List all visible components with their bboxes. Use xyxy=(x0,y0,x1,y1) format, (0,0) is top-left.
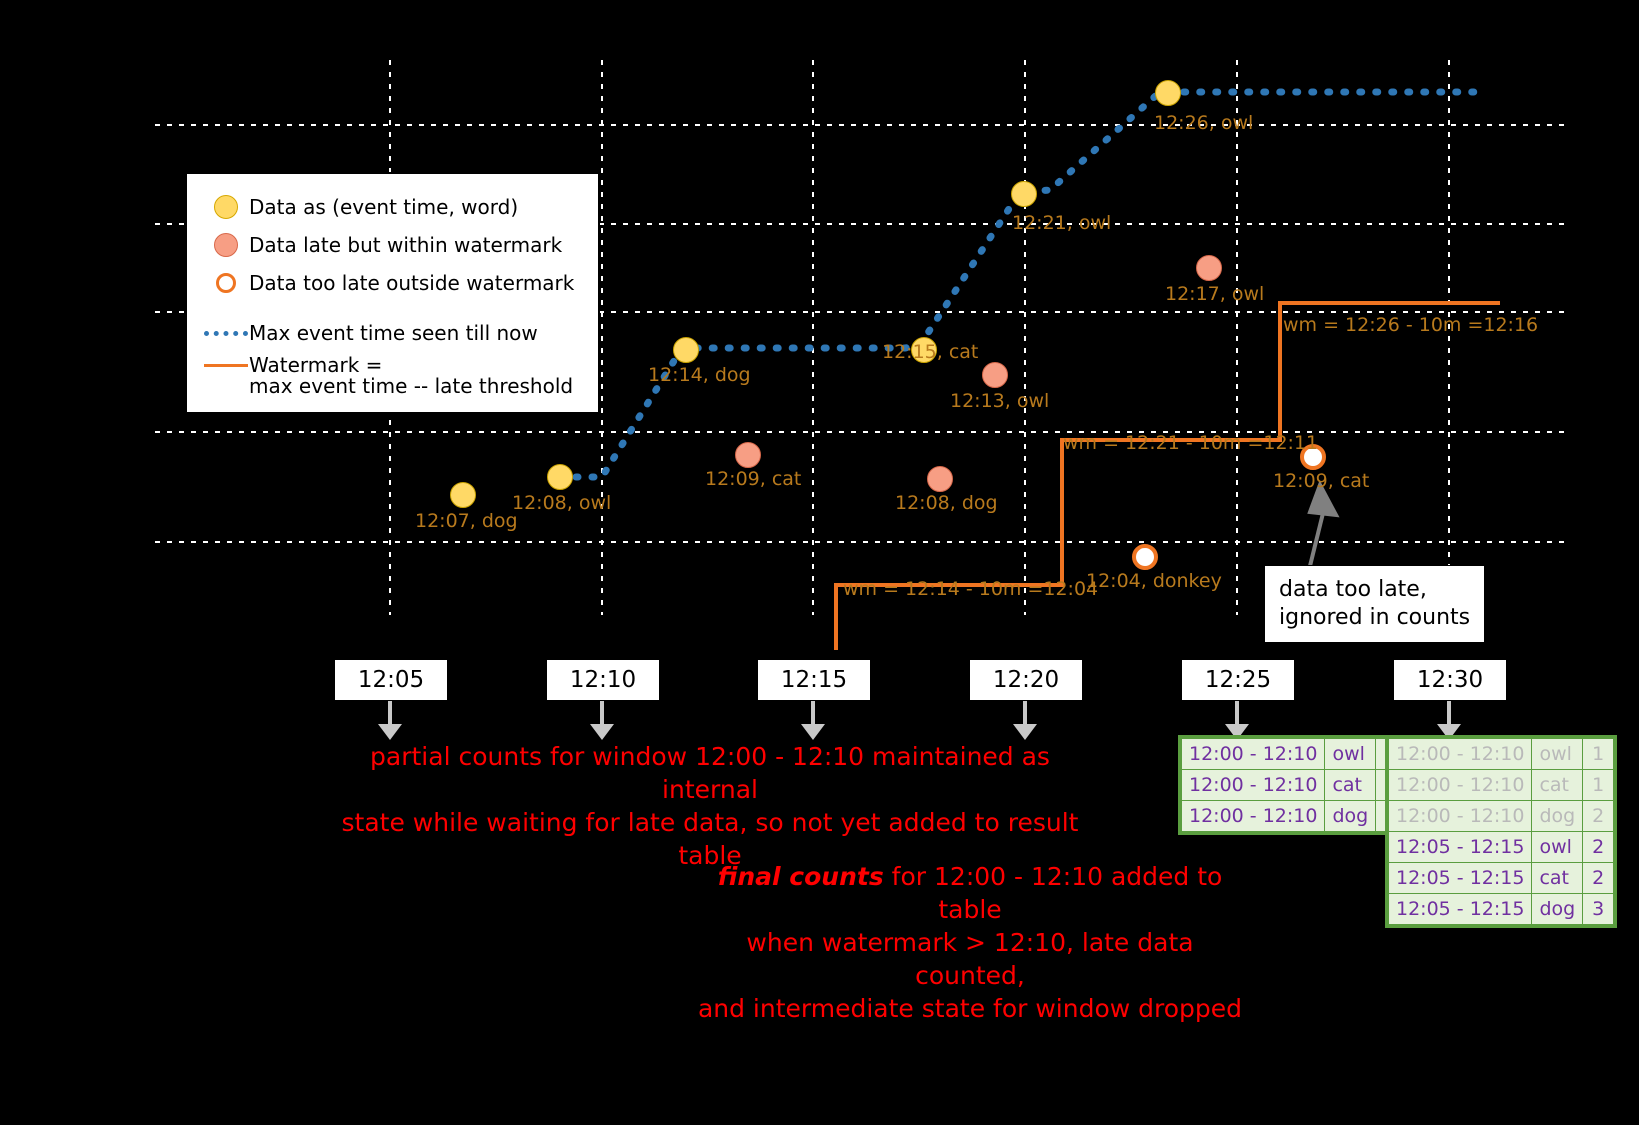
cell-word: dog xyxy=(1325,801,1376,832)
callout-line-2: ignored in counts xyxy=(1279,605,1471,631)
cell-word: dog xyxy=(1532,894,1583,925)
cell-count: 1 xyxy=(1583,770,1614,801)
table-row-dropped xyxy=(1389,801,1614,832)
data-point-label: 12:08, owl xyxy=(512,492,612,514)
annotation-final-lead: final counts xyxy=(717,862,884,891)
table-row xyxy=(1182,770,1407,801)
axis-tick-1205: 12:05 xyxy=(334,659,448,701)
annotation-line-1: partial counts for window 12:00 - 12:10 maintained as internal xyxy=(370,742,1050,804)
max-event-time-line xyxy=(560,92,1480,477)
cell-word: owl xyxy=(1325,739,1376,770)
data-point-label: 12:07, dog xyxy=(415,510,518,532)
data-point-1226-owl xyxy=(1155,80,1181,106)
data-point-1213-owl-late xyxy=(982,362,1008,388)
cell-window: 12:05 - 12:15 xyxy=(1389,863,1532,894)
data-point-1217-owl-late xyxy=(1196,255,1222,281)
cell-window: 12:05 - 12:15 xyxy=(1389,894,1532,925)
watermark-label-1211: wm = 12:21 - 10m =12:11 xyxy=(1063,432,1319,454)
data-point-label: 12:21, owl xyxy=(1012,212,1112,234)
tick-arrows xyxy=(378,700,1461,740)
legend-label: Max event time seen till now xyxy=(249,321,538,345)
cell-word: cat xyxy=(1532,770,1583,801)
data-point-label: 12:14, dog xyxy=(648,364,751,386)
cell-word: dog xyxy=(1532,801,1583,832)
cell-window: 12:00 - 12:10 xyxy=(1182,801,1325,832)
data-point-label: 12:26, owl xyxy=(1154,112,1254,134)
axis-tick-1230: 12:30 xyxy=(1393,659,1507,701)
axis-tick-1210: 12:10 xyxy=(546,659,660,701)
legend-watermark-sub: max event time -- late threshold xyxy=(249,374,574,398)
cell-window: 12:00 - 12:10 xyxy=(1389,739,1532,770)
cell-window: 12:05 - 12:15 xyxy=(1389,832,1532,863)
cell-count: 2 xyxy=(1583,832,1614,863)
cell-count: 2 xyxy=(1583,801,1614,832)
legend xyxy=(185,172,600,414)
orange-line-icon xyxy=(203,364,249,367)
cell-count: 3 xyxy=(1583,894,1614,925)
data-point-1209-cat-late xyxy=(735,442,761,468)
watermark-label-1204: wm = 12:14 - 10m =12:04 xyxy=(843,578,1099,600)
cell-count: 1 xyxy=(1583,739,1614,770)
data-point-label: 12:04, donkey xyxy=(1086,570,1222,592)
yellow-dot-icon xyxy=(203,195,249,219)
cell-window: 12:00 - 12:10 xyxy=(1389,801,1532,832)
legend-item-late-within xyxy=(203,226,582,264)
cell-word: owl xyxy=(1532,739,1583,770)
annotation-final-line-2: when watermark > 12:10, late data counted, xyxy=(746,928,1194,990)
legend-item-data xyxy=(203,188,582,226)
hollow-orange-dot-icon xyxy=(203,273,249,293)
axis-tick-1225: 12:25 xyxy=(1181,659,1295,701)
annotation-final-line-3: and intermediate state for window dropped xyxy=(697,994,1243,1023)
data-point-label: 12:17, owl xyxy=(1165,283,1265,305)
watermark-label-1216: wm = 12:26 - 10m =12:16 xyxy=(1283,314,1539,336)
data-point-1204-donkey-toolate xyxy=(1132,544,1158,570)
table-row xyxy=(1182,739,1407,770)
data-point-label: 12:13, owl xyxy=(950,390,1050,412)
salmon-dot-icon xyxy=(203,233,249,257)
callout-arrow xyxy=(1310,485,1336,566)
callout-too-late xyxy=(1264,565,1485,643)
cell-word: cat xyxy=(1325,770,1376,801)
annotation-final-counts xyxy=(690,860,1250,1025)
axis-tick-1220: 12:20 xyxy=(969,659,1083,701)
table-row-dropped xyxy=(1389,739,1614,770)
axis-tick-1215: 12:15 xyxy=(757,659,871,701)
legend-label: Data too late outside watermark xyxy=(249,271,575,295)
data-point-1208-owl xyxy=(547,464,573,490)
annotation-partial-counts xyxy=(330,740,1090,872)
callout-line-1: data too late, xyxy=(1279,577,1427,602)
cell-window: 12:00 - 12:10 xyxy=(1389,770,1532,801)
table-row xyxy=(1389,894,1614,925)
data-point-1221-owl xyxy=(1011,181,1037,207)
data-point-label: 12:08, dog xyxy=(895,492,998,514)
legend-label: Watermark = xyxy=(249,353,383,377)
cell-window: 12:00 - 12:10 xyxy=(1182,739,1325,770)
data-point-1208-dog-late xyxy=(927,466,953,492)
blue-dotted-line-icon xyxy=(203,331,249,336)
data-point-label: 12:09, cat xyxy=(705,468,802,490)
data-point-1207-dog xyxy=(450,482,476,508)
legend-label: Data late but within watermark xyxy=(249,233,563,257)
cell-window: 12:00 - 12:10 xyxy=(1182,770,1325,801)
table-row xyxy=(1389,863,1614,894)
annotation-final-rest: for 12:00 - 12:10 added to table xyxy=(883,862,1223,924)
result-table-1230 xyxy=(1385,735,1617,928)
annotation-line-2: state while waiting for late data, so not yet added to result table xyxy=(341,808,1079,870)
data-point-label: 12:15, cat xyxy=(882,341,979,363)
cell-count: 2 xyxy=(1583,863,1614,894)
cell-word: owl xyxy=(1532,832,1583,863)
table-row xyxy=(1182,801,1407,832)
table-row xyxy=(1389,832,1614,863)
legend-item-max-event-time xyxy=(203,316,582,350)
table-row-dropped xyxy=(1389,770,1614,801)
data-point-label: 12:09, cat xyxy=(1273,470,1370,492)
legend-item-too-late xyxy=(203,264,582,302)
result-table-1225 xyxy=(1178,735,1410,835)
data-point-1214-dog xyxy=(673,337,699,363)
legend-label: Data as (event time, word) xyxy=(249,195,519,219)
cell-word: cat xyxy=(1532,863,1583,894)
